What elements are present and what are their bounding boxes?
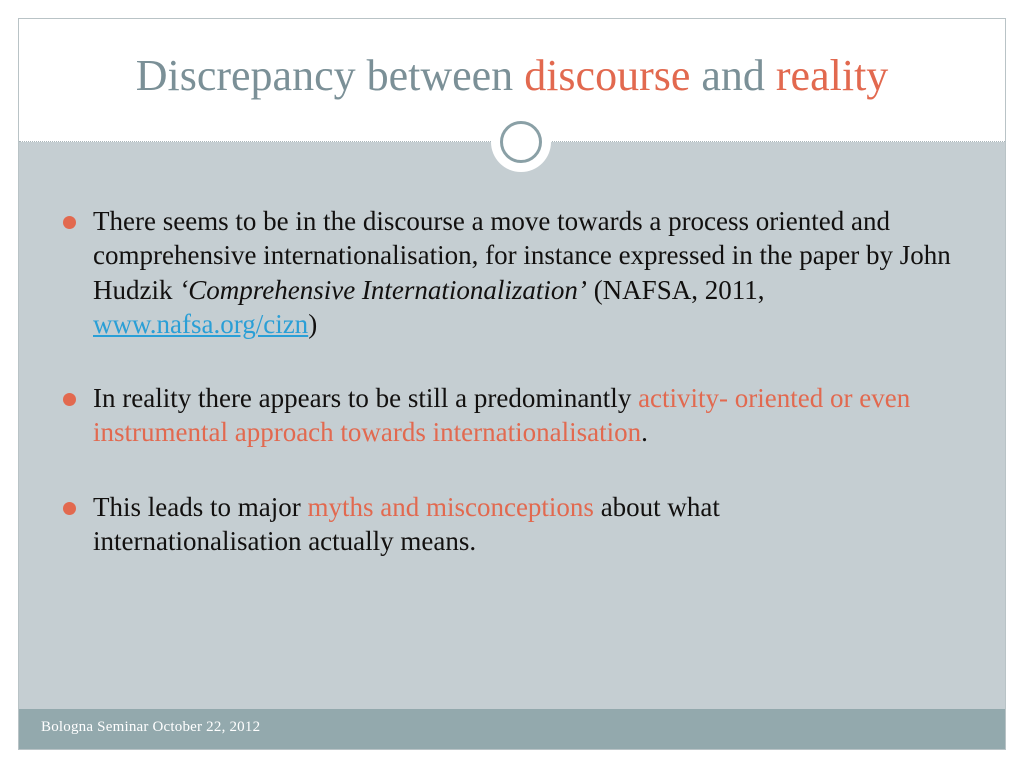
bullet-1-segment-1: There seems to be in the discourse a move towards a process oriented and comprehensive internationalisation, for instance expressed in the paper by John Hudzik bbox=[93, 206, 951, 305]
circle-ring-icon bbox=[500, 121, 542, 163]
title-segment-discourse: discourse bbox=[524, 50, 691, 100]
slide bbox=[18, 18, 1006, 750]
bullet-list bbox=[63, 204, 963, 598]
bullet-2-highlight: activity- oriented or even instrumental approach towards internationalisation bbox=[93, 383, 911, 448]
bullet-3-highlight: myths and misconceptions bbox=[307, 491, 594, 522]
title-segment-reality: reality bbox=[775, 50, 889, 100]
bullet-2-segment-3: . bbox=[641, 417, 648, 448]
list-item bbox=[63, 490, 963, 559]
bullet-text-1 bbox=[93, 204, 963, 341]
list-item bbox=[63, 204, 963, 341]
bullet-1-paper-title: ‘Comprehensive Internationalization’ bbox=[179, 274, 587, 305]
title-segment-1: Discrepancy between bbox=[135, 50, 525, 100]
slide-body bbox=[19, 142, 1005, 749]
bullet-3-segment-3: about what internationalisation actually means. bbox=[93, 491, 720, 556]
bullet-dot-icon bbox=[63, 502, 76, 515]
bullet-1-segment-3: (NAFSA, 2011, bbox=[586, 274, 765, 305]
bullet-1-segment-4: ) bbox=[308, 308, 318, 339]
bullet-3-segment-1: This leads to major bbox=[93, 491, 308, 522]
page-title bbox=[136, 52, 889, 108]
bullet-text-3 bbox=[93, 490, 913, 559]
nafsa-link[interactable]: www.nafsa.org/cizn bbox=[93, 308, 309, 339]
footer-bar bbox=[19, 709, 1005, 749]
circle-decoration-icon bbox=[491, 112, 551, 172]
bullet-text-2 bbox=[93, 381, 963, 450]
bullet-dot-icon bbox=[63, 393, 76, 406]
bullet-2-segment-1: In reality there appears to be still a predominantly bbox=[93, 383, 639, 414]
bullet-dot-icon bbox=[63, 216, 76, 229]
list-item bbox=[63, 381, 963, 450]
title-segment-3: and bbox=[690, 50, 776, 100]
footer-text: Bologna Seminar October 22, 2012 bbox=[41, 719, 261, 735]
